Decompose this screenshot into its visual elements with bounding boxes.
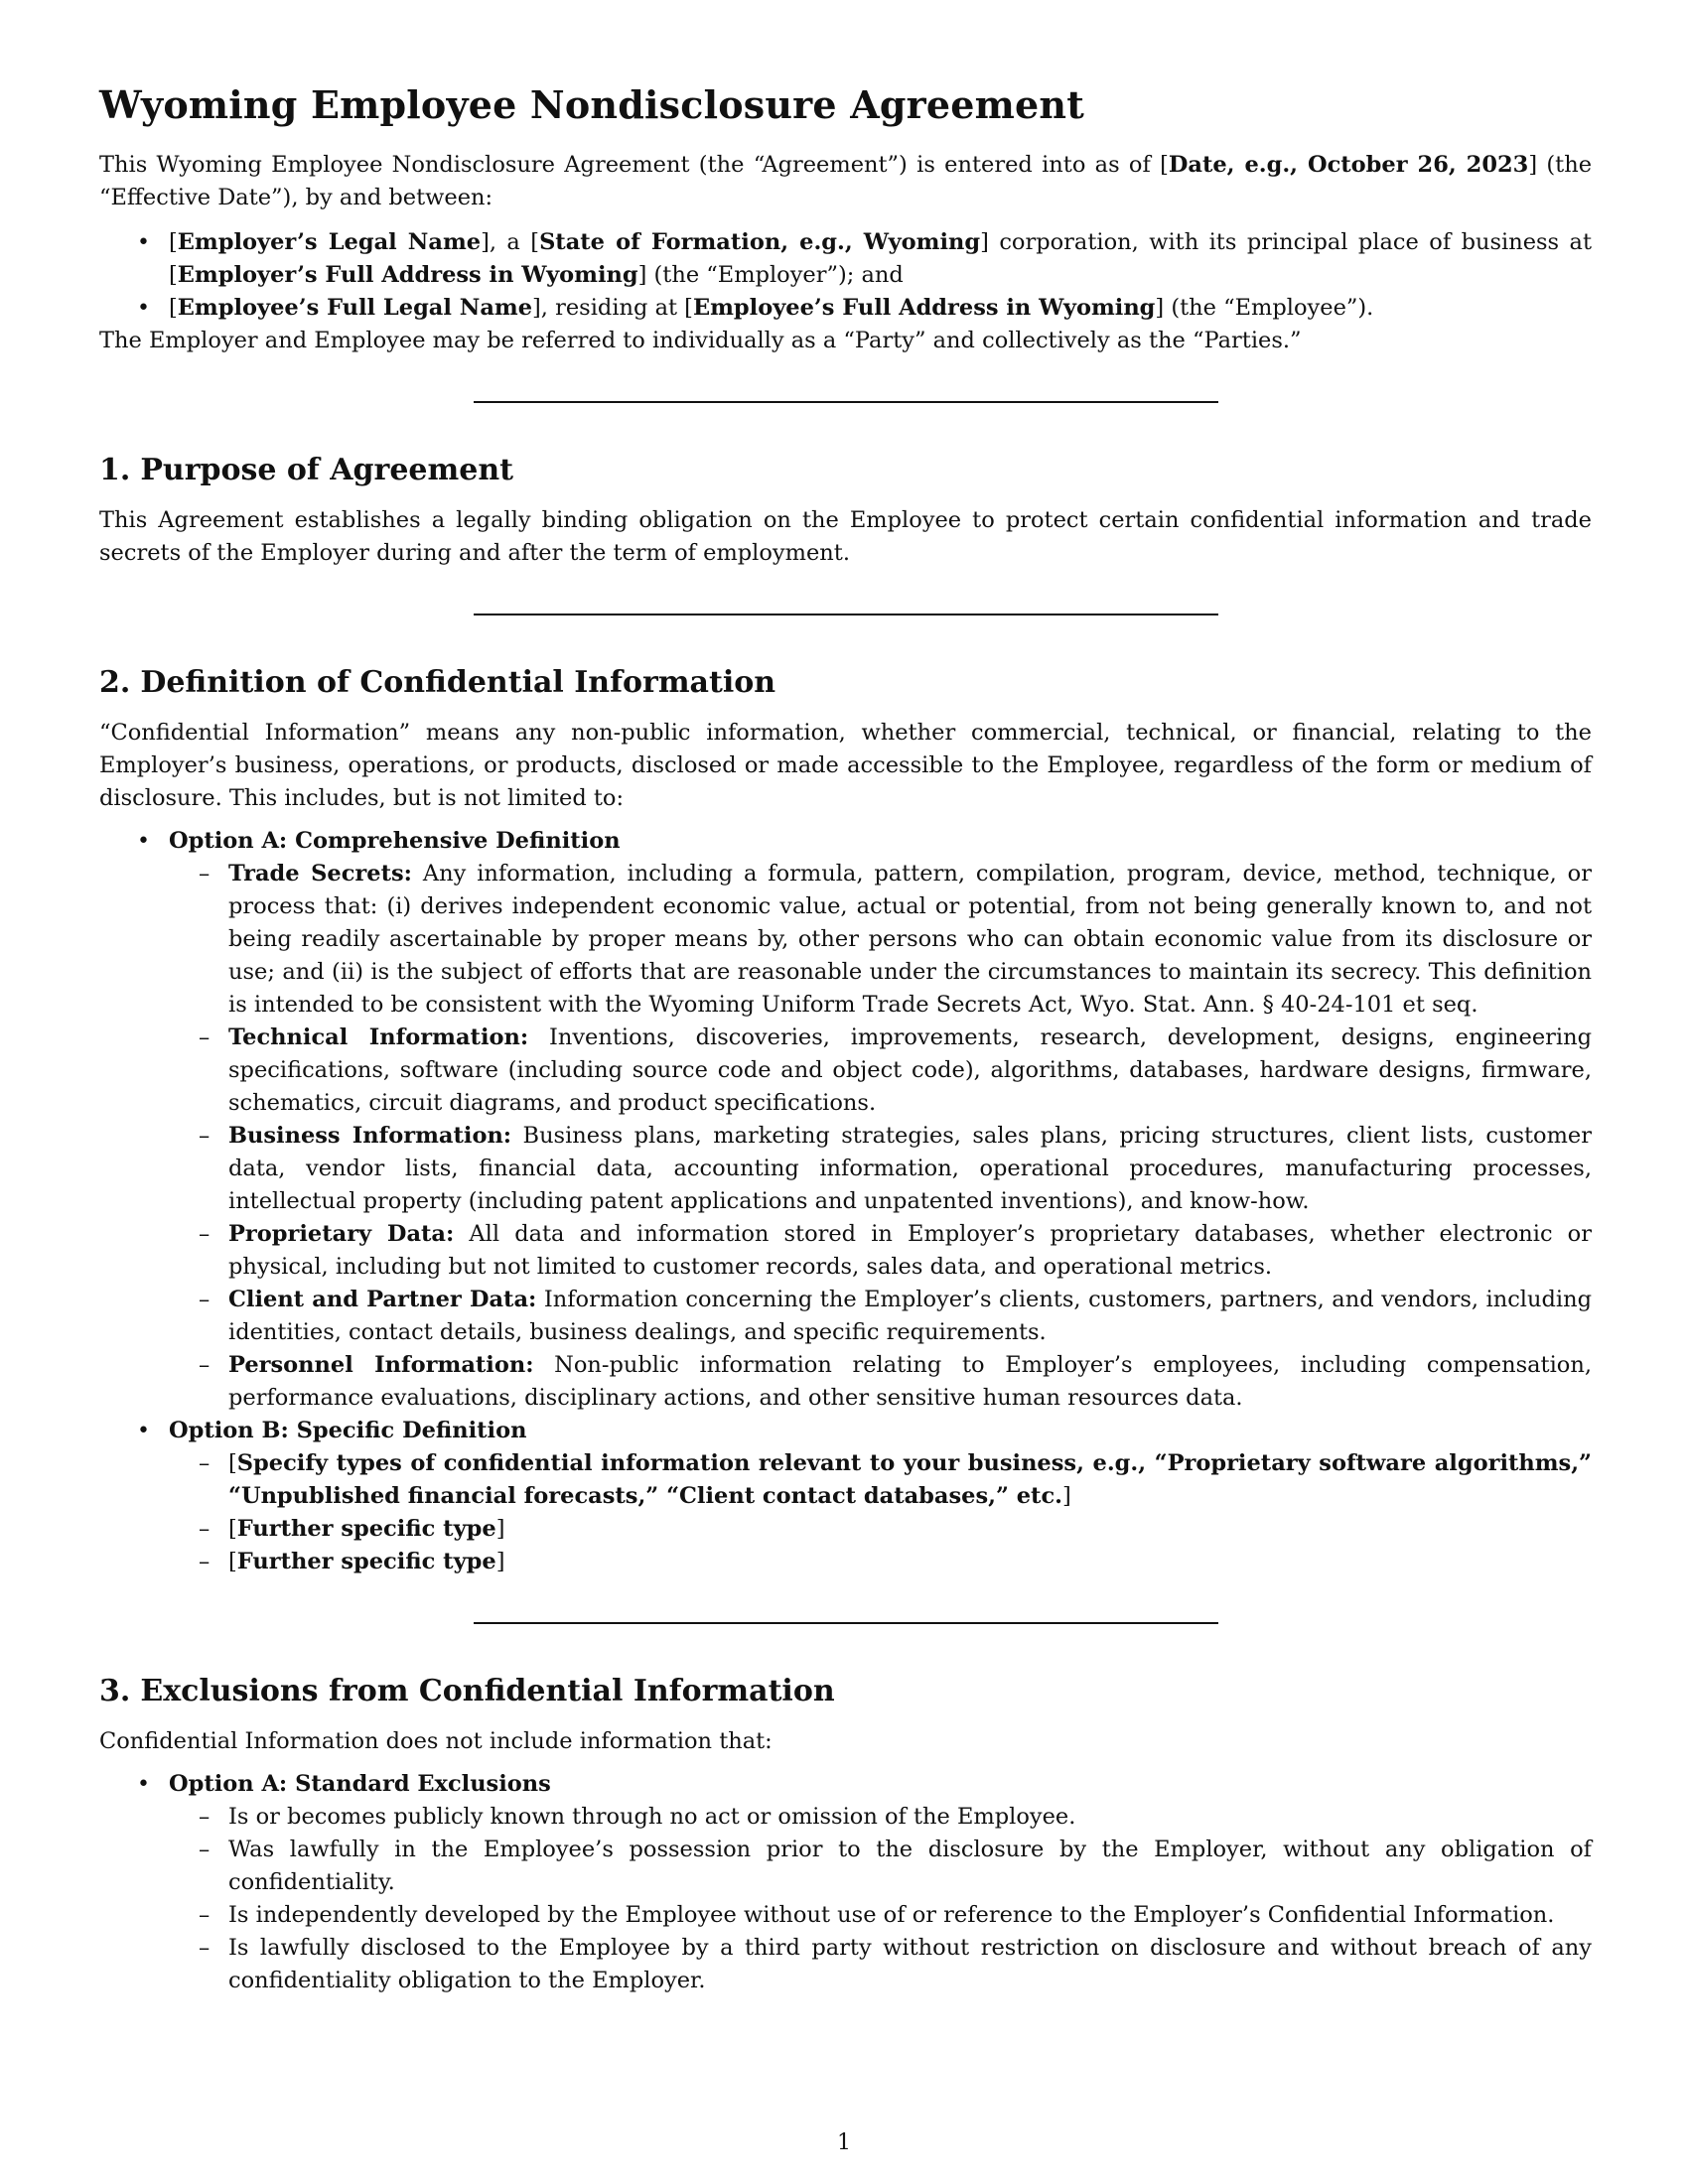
- party-employer: • [Employer’s Legal Name], a [State of Formation, e.g., Wyoming] corporation, with its principal place of business at [Employer’s Full Address in Wyoming] (the “Employer”); and: [99, 226, 1592, 292]
- exclusion-item: – Is lawfully disclosed to the Employee by a third party without restriction on disclosure and without breach of any confidentiality obligation to the Employer.: [169, 1932, 1592, 1997]
- document-title: Wyoming Employee Nondisclosure Agreement: [99, 82, 1084, 127]
- exclusion-item: – Is independently developed by the Employee without use of or reference to the Employer’s Confidential Information.: [169, 1899, 1592, 1932]
- definition-list: [169, 858, 1592, 1415]
- section-intro: Confidential Information does not include information that:: [99, 1728, 773, 1754]
- section-heading: 2. Definition of Confidential Information: [99, 665, 776, 700]
- exclusion-item: – Is or becomes publicly known through no act or omission of the Employee.: [169, 1801, 1592, 1834]
- definition-item: – Client and Partner Data: Information concerning the Employer’s clients, customers, partners, and vendors, including identities, contact details, business dealings, and specific requirements.: [169, 1284, 1592, 1349]
- section-body: This Agreement establishes a legally binding obligation on the Employee to protect certain confidential information and trade secrets of the Employer during and after the term of employment.: [99, 507, 1592, 566]
- definition-item: – Personnel Information: Non-public information relating to Employer’s employees, including compensation, performance evaluations, disciplinary actions, and other sensitive human resources data.: [169, 1349, 1592, 1415]
- section-intro: “Confidential Information” means any non-public information, whether commercial, technical, or financial, relating to the Employer’s business, operations, or products, disclosed or made accessible to the Employee, regardless of the form or medium of disclosure. This includes, but is not limited to:: [99, 720, 1592, 811]
- option-item: • Option A: Comprehensive Definition – Trade Secrets: Any information, including a formula, pattern, compilation, program, device, method, technique, or process that: (i) derives independent economic value, actual or potential, from not being generally known to, and not being readily ascertainable by proper means by, other persons who can obtain economic value from its disclosure or use; and (ii) is the subject of efforts that are reasonable under the circumstances to maintain its secrecy. This definition is intended to be consistent with the Wyoming Uniform Trade Secrets Act, Wyo. Stat. Ann. § 40-24-101 et seq. – Technical Information: Inventions, discoveries, improvements, research, development, designs, engineering specifications, software (including source code and object code), algorithms, databases, hardware designs, firmware, schematics, circuit diagrams, and product specifications. – Business Information: Business plans, marketing strategies, sales plans, pricing structures, client lists, customer data, vendor lists, financial data, accounting information, operational procedures, manufacturing processes, intellectual property (including patent applications and unpatented inventions), and know-how. – Proprietary Data: All data and information stored in Employer’s proprietary databases, whether electronic or physical, including but not limited to customer records, sales data, and operational metrics. – Client and Partner Data: Information concerning the Employer’s clients, customers, partners, and vendors, including identities, contact details, business dealings, and specific requirements. – Personnel Information: Non-public information relating to Employer’s employees, including compensation, performance evaluations, disciplinary actions, and other sensitive human resources data.: [99, 825, 1592, 1415]
- effective-date-placeholder: Date, e.g., October 26, 2023: [1168, 152, 1529, 178]
- definition-item: – Trade Secrets: Any information, including a formula, pattern, compilation, program, device, method, technique, or process that: (i) derives independent economic value, actual or potential, from not being generally known to, and not being readily ascertainable by proper means by, other persons who can obtain economic value from its disclosure or use; and (ii) is the subject of efforts that are reasonable under the circumstances to maintain its secrecy. This definition is intended to be consistent with the Wyoming Uniform Trade Secrets Act, Wyo. Stat. Ann. § 40-24-101 et seq.: [169, 858, 1592, 1022]
- exclusion-list: [169, 1801, 1592, 1997]
- definition-item: – Technical Information: Inventions, discoveries, improvements, research, development, designs, engineering specifications, software (including source code and object code), algorithms, databases, hardware designs, firmware, schematics, circuit diagrams, and product specifications.: [169, 1022, 1592, 1120]
- placeholder-item: – [Further specific type]: [169, 1546, 1592, 1578]
- parties-definition: The Employer and Employee may be referred to individually as a “Party” and collectively as the “Parties.”: [99, 328, 1302, 353]
- section-divider: [474, 401, 1218, 403]
- exclusion-item: – Was lawfully in the Employee’s possession prior to the disclosure by the Employer, without any obligation of confidentiality.: [169, 1834, 1592, 1899]
- party-employee: • [Employee’s Full Legal Name], residing at [Employee’s Full Address in Wyoming] (the “Employee”).: [99, 292, 1592, 325]
- section-divider: [474, 1622, 1218, 1624]
- definition-item: – Proprietary Data: All data and information stored in Employer’s proprietary databases, whether electronic or physical, including but not limited to customer records, sales data, and operational metrics.: [169, 1218, 1592, 1284]
- section-divider: [474, 614, 1218, 615]
- option-item: • Option A: Standard Exclusions – Is or becomes publicly known through no act or omission of the Employee. – Was lawfully in the Employee’s possession prior to the disclosure by the Employer, without any obligation of confidentiality. – Is independently developed by the Employee without use of or reference to the Employer’s Confidential Information. – Is lawfully disclosed to the Employee by a third party without restriction on disclosure and without breach of any confidentiality obligation to the Employer.: [99, 1768, 1592, 1997]
- document-page: [99, 81, 1592, 1997]
- section-heading: 1. Purpose of Agreement: [99, 453, 514, 487]
- option-list: [99, 1768, 1592, 1997]
- page-number: 1: [837, 2130, 851, 2155]
- section-heading: 3. Exclusions from Confidential Information: [99, 1674, 835, 1708]
- parties-list: [99, 226, 1592, 325]
- placeholder-item: – [Specify types of confidential information relevant to your business, e.g., “Proprietary software algorithms,” “Unpublished financial forecasts,” “Client contact databases,” etc.]: [169, 1447, 1592, 1513]
- placeholder-item: – [Further specific type]: [169, 1513, 1592, 1546]
- definition-item: – Business Information: Business plans, marketing strategies, sales plans, pricing structures, client lists, customer data, vendor lists, financial data, accounting information, operational procedures, manufacturing processes, intellectual property (including patent applications and unpatented inventions), and know-how.: [169, 1120, 1592, 1218]
- intro-paragraph: This Wyoming Employee Nondisclosure Agreement (the “Agreement”) is entered into as of [Date, e.g., October 26, 2023] (the “Effective Date”), by and between:: [99, 152, 1593, 210]
- specific-list: [169, 1447, 1592, 1578]
- option-item: • Option B: Specific Definition – [Specify types of confidential information relevant to your business, e.g., “Proprietary software algorithms,” “Unpublished financial forecasts,” “Client contact databases,” etc.] – [Further specific type] – [Further specific type]: [99, 1415, 1592, 1578]
- option-list: [99, 825, 1592, 1578]
